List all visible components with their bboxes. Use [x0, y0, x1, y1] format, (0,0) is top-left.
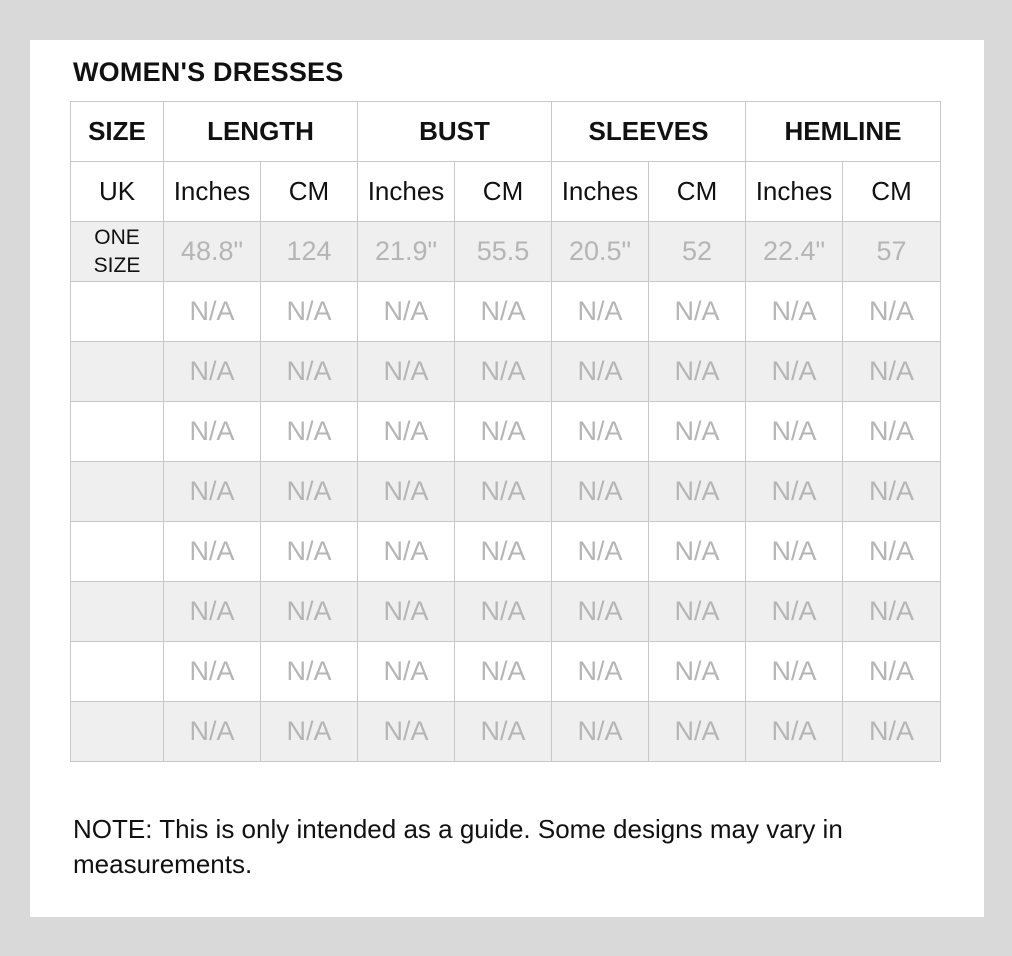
size-cell: [71, 342, 164, 402]
header-sleeves: SLEEVES: [552, 102, 746, 162]
value-cell: N/A: [552, 402, 649, 462]
value-cell: N/A: [552, 462, 649, 522]
value-cell: N/A: [164, 462, 261, 522]
value-cell: N/A: [358, 282, 455, 342]
value-cell: N/A: [649, 282, 746, 342]
value-cell: N/A: [455, 462, 552, 522]
value-cell: N/A: [261, 642, 358, 702]
value-cell: N/A: [164, 342, 261, 402]
page-title: WOMEN'S DRESSES: [73, 57, 344, 87]
value-cell: N/A: [552, 522, 649, 582]
header-size: SIZE: [71, 102, 164, 162]
table-row: [71, 522, 941, 582]
table-row: [71, 642, 941, 702]
value-cell: N/A: [455, 642, 552, 702]
value-cell: N/A: [552, 582, 649, 642]
value-cell: N/A: [649, 582, 746, 642]
value-cell: N/A: [746, 582, 843, 642]
unit-length-inches: Inches: [164, 162, 261, 222]
value-cell: N/A: [552, 282, 649, 342]
value-cell: 55.5: [455, 222, 552, 282]
value-cell: N/A: [164, 282, 261, 342]
size-label-line-1: ONE: [94, 225, 140, 249]
value-cell: N/A: [455, 702, 552, 762]
value-cell: N/A: [455, 402, 552, 462]
value-cell: N/A: [455, 522, 552, 582]
value-cell: N/A: [649, 342, 746, 402]
unit-header-row: [71, 162, 941, 222]
size-cell: [71, 642, 164, 702]
value-cell: N/A: [649, 522, 746, 582]
value-cell: N/A: [358, 582, 455, 642]
value-cell: N/A: [358, 642, 455, 702]
size-cell: [71, 282, 164, 342]
value-cell: N/A: [164, 642, 261, 702]
value-cell: 20.5": [552, 222, 649, 282]
value-cell: N/A: [358, 702, 455, 762]
unit-hemline-inches: Inches: [746, 162, 843, 222]
header-length: LENGTH: [164, 102, 358, 162]
value-cell: N/A: [746, 402, 843, 462]
value-cell: N/A: [358, 462, 455, 522]
value-cell: N/A: [358, 402, 455, 462]
value-cell: N/A: [261, 402, 358, 462]
header-hemline: HEMLINE: [746, 102, 941, 162]
value-cell: N/A: [164, 702, 261, 762]
table-row: [71, 702, 941, 762]
unit-size-uk: UK: [71, 162, 164, 222]
value-cell: N/A: [455, 282, 552, 342]
size-chart-table: [70, 101, 941, 762]
size-cell: [71, 462, 164, 522]
group-header-row: [71, 102, 941, 162]
size-guide-card: [30, 40, 984, 917]
value-cell: N/A: [746, 342, 843, 402]
value-cell: N/A: [358, 522, 455, 582]
value-cell: N/A: [746, 522, 843, 582]
unit-sleeves-inches: Inches: [552, 162, 649, 222]
value-cell: 22.4": [746, 222, 843, 282]
table-row: [71, 402, 941, 462]
value-cell: N/A: [843, 582, 941, 642]
value-cell: N/A: [261, 702, 358, 762]
value-cell: N/A: [261, 582, 358, 642]
size-cell: [71, 222, 164, 282]
value-cell: N/A: [552, 342, 649, 402]
unit-sleeves-cm: CM: [649, 162, 746, 222]
value-cell: N/A: [843, 522, 941, 582]
guide-note: NOTE: This is only intended as a guide. Some designs may vary in measurements.: [73, 814, 843, 879]
value-cell: N/A: [649, 702, 746, 762]
value-cell: N/A: [649, 462, 746, 522]
table-row: [71, 282, 941, 342]
size-label-line-2: SIZE: [93, 253, 141, 277]
value-cell: N/A: [164, 402, 261, 462]
value-cell: N/A: [843, 642, 941, 702]
value-cell: N/A: [843, 342, 941, 402]
value-cell: N/A: [261, 342, 358, 402]
value-cell: N/A: [455, 582, 552, 642]
table-row: [71, 582, 941, 642]
size-cell: [71, 402, 164, 462]
size-cell: [71, 582, 164, 642]
value-cell: N/A: [164, 582, 261, 642]
unit-length-cm: CM: [261, 162, 358, 222]
value-cell: N/A: [164, 522, 261, 582]
value-cell: N/A: [261, 282, 358, 342]
table-row: [71, 222, 941, 282]
value-cell: N/A: [649, 642, 746, 702]
value-cell: N/A: [358, 342, 455, 402]
value-cell: N/A: [746, 702, 843, 762]
unit-bust-cm: CM: [455, 162, 552, 222]
unit-hemline-cm: CM: [843, 162, 941, 222]
size-cell: [71, 522, 164, 582]
table-row: [71, 342, 941, 402]
value-cell: 21.9": [358, 222, 455, 282]
value-cell: N/A: [843, 702, 941, 762]
value-cell: N/A: [843, 462, 941, 522]
header-bust: BUST: [358, 102, 552, 162]
value-cell: N/A: [552, 702, 649, 762]
value-cell: N/A: [746, 462, 843, 522]
value-cell: N/A: [552, 642, 649, 702]
value-cell: 52: [649, 222, 746, 282]
value-cell: N/A: [455, 342, 552, 402]
value-cell: N/A: [746, 642, 843, 702]
value-cell: N/A: [843, 402, 941, 462]
value-cell: 48.8": [164, 222, 261, 282]
value-cell: 57: [843, 222, 941, 282]
value-cell: N/A: [261, 522, 358, 582]
unit-bust-inches: Inches: [358, 162, 455, 222]
table-row: [71, 462, 941, 522]
value-cell: N/A: [649, 402, 746, 462]
value-cell: 124: [261, 222, 358, 282]
value-cell: N/A: [843, 282, 941, 342]
value-cell: N/A: [746, 282, 843, 342]
size-cell: [71, 702, 164, 762]
value-cell: N/A: [261, 462, 358, 522]
